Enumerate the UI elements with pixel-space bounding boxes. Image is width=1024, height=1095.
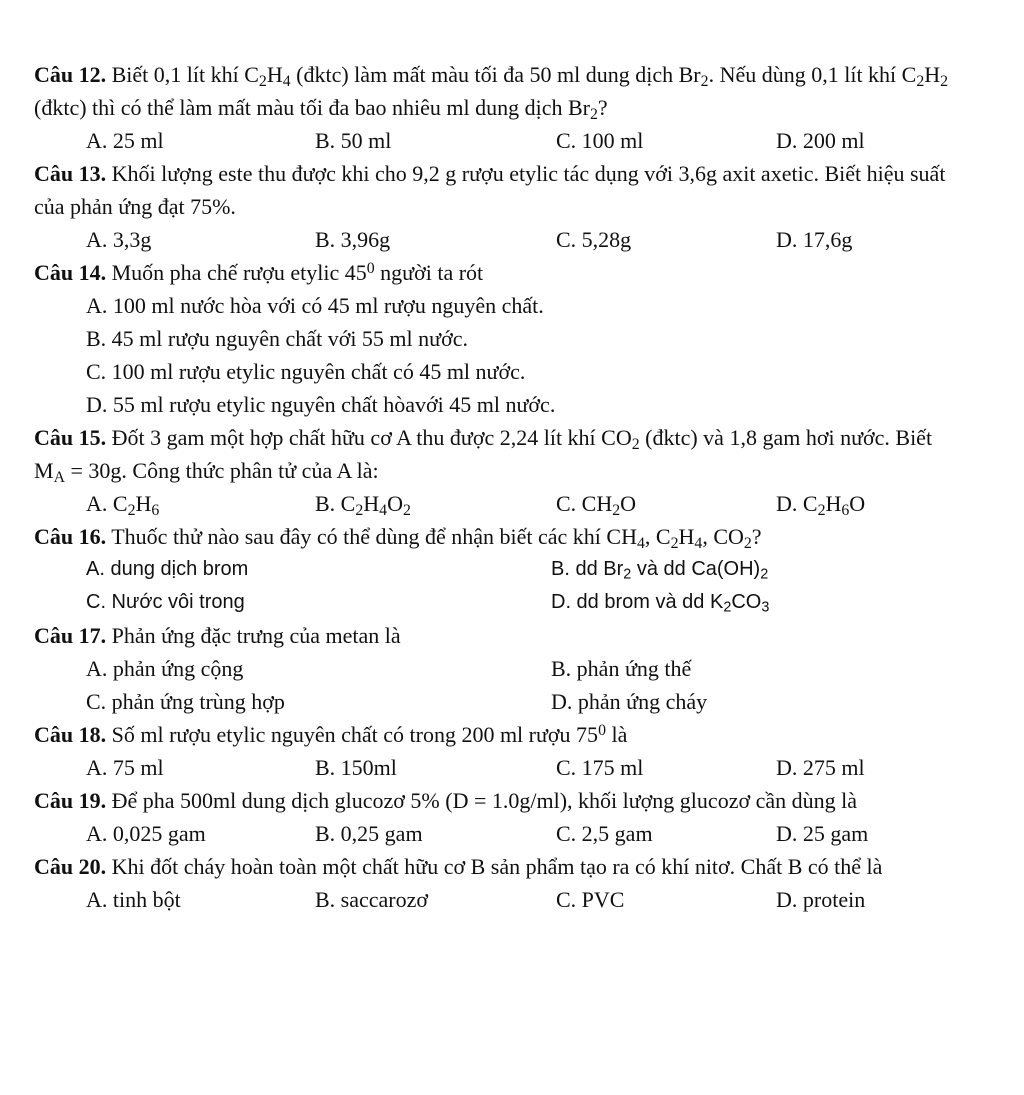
option-a[interactable]: A. 75 ml: [86, 755, 164, 780]
option-b[interactable]: B. 0,25 gam: [315, 821, 423, 846]
question-stem: [34, 157, 964, 223]
option-b[interactable]: B. phản ứng thế: [551, 656, 692, 681]
question-16: [34, 520, 964, 619]
option-c[interactable]: C. 100 ml rượu etylic nguyên chất có 45 ml nước.: [86, 359, 526, 384]
options-row: [34, 751, 964, 784]
question-number: Câu 16.: [34, 524, 107, 549]
option-b[interactable]: B. $C_2H_4O_2$: [315, 491, 411, 519]
option-b[interactable]: B. 50 ml: [315, 128, 392, 153]
question-text: Đốt 3 gam một hợp chất hữu cơ A thu được 2,24 lít khí $CO_2$ (đktc) và 1,8 gam hơi nước. Biết $M_A = 30g$. Công thức phân tử của A là:: [34, 425, 933, 486]
question-13: [34, 157, 964, 256]
question-stem: [34, 619, 964, 652]
options-grid: [34, 553, 964, 619]
question-text: Để pha 500ml dung dịch glucozơ 5% (D = 1.0g/ml), khối lượng glucozơ cần dùng là: [111, 788, 857, 813]
option-d[interactable]: D. 25 gam: [776, 821, 869, 846]
option-c[interactable]: C. 5,28g: [556, 227, 632, 252]
option-c[interactable]: C. 175 ml: [556, 755, 644, 780]
option-d[interactable]: D. phản ứng cháy: [551, 689, 708, 714]
question-15: [34, 421, 964, 520]
options-row: [34, 223, 964, 256]
question-number: Câu 18.: [34, 722, 107, 747]
options-row: [34, 487, 964, 520]
option-a[interactable]: A. $C_2H_6$: [86, 491, 160, 519]
question-20: [34, 850, 964, 916]
question-text: Phản ứng đặc trưng của metan là: [111, 623, 401, 648]
question-18: [34, 718, 964, 784]
question-12: [34, 58, 964, 157]
option-d[interactable]: D. 275 ml: [776, 755, 865, 780]
options-row: [34, 553, 964, 586]
option-d[interactable]: D. 55 ml rượu etylic nguyên chất hòavới 45 ml nước.: [86, 392, 556, 417]
question-number: Câu 13.: [34, 161, 107, 186]
option-a[interactable]: A. 25 ml: [86, 128, 164, 153]
option-a[interactable]: A. 3,3g: [86, 227, 152, 252]
question-number: Câu 15.: [34, 425, 107, 450]
options-row: [34, 124, 964, 157]
option-b[interactable]: B. 3,96g: [315, 227, 391, 252]
question-text: Muốn pha chế rượu etylic $45^0$ người ta rót: [111, 259, 484, 285]
option-d[interactable]: D. dd brom và dd $K_2CO_3$: [551, 591, 770, 616]
question-text: Khi đốt cháy hoàn toàn một chất hữu cơ B sản phẩm tạo ra có khí nitơ. Chất B có thể là: [111, 854, 883, 879]
option-a[interactable]: A. tinh bột: [86, 887, 181, 912]
question-number: Câu 17.: [34, 623, 107, 648]
question-text: Số ml rượu etylic nguyên chất có trong 200 ml rượu $75^0$ là: [111, 721, 628, 747]
question-14: [34, 256, 964, 421]
question-19: [34, 784, 964, 850]
question-stem: [34, 850, 964, 883]
option-c[interactable]: C. 100 ml: [556, 128, 644, 153]
options-row: [34, 817, 964, 850]
question-list: [34, 58, 964, 916]
question-stem: [34, 58, 964, 124]
option-c[interactable]: C. PVC: [556, 887, 625, 912]
option-b[interactable]: B. dd $Br_2$ và dd $Ca(OH)_2$: [551, 558, 769, 583]
question-number: Câu 12.: [34, 62, 107, 87]
option-c[interactable]: C. $CH_2O$: [556, 491, 637, 519]
options-row: [34, 883, 964, 916]
option-b[interactable]: B. saccarozơ: [315, 887, 429, 912]
option-a[interactable]: A. 0,025 gam: [86, 821, 206, 846]
question-stem: [34, 520, 964, 553]
options-row: [34, 652, 964, 685]
option-c[interactable]: C. 2,5 gam: [556, 821, 653, 846]
question-number: Câu 20.: [34, 854, 107, 879]
option-d[interactable]: D. 17,6g: [776, 227, 853, 252]
option-c[interactable]: C. phản ứng trùng hợp: [86, 689, 285, 714]
question-number: Câu 19.: [34, 788, 107, 813]
question-stem: [34, 256, 964, 289]
options-row: [34, 586, 964, 619]
option-a[interactable]: A. dung dịch brom: [86, 558, 249, 580]
question-number: Câu 14.: [34, 260, 107, 285]
question-17: [34, 619, 964, 718]
option-a[interactable]: A. phản ứng cộng: [86, 656, 244, 681]
question-text: Thuốc thử nào sau đây có thể dùng để nhận biết các khí $CH_4$, $C_2H_4$, $CO_2$?: [111, 524, 762, 552]
options-row: [34, 685, 964, 718]
option-b[interactable]: B. 150ml: [315, 755, 397, 780]
option-d[interactable]: D. protein: [776, 887, 866, 912]
option-c[interactable]: C. Nước vôi trong: [86, 591, 245, 613]
question-text: Biết 0,1 lít khí $C_2H_4$ (đktc) làm mất màu tối đa 50 ml dung dịch $Br_2$. Nếu dùng 0,1 lít khí $C_2H_2$ (đktc) thì có thể làm mất màu tối đa bao nhiêu ml dung dịch $Br_2$?: [34, 62, 949, 123]
option-d[interactable]: D. $C_2H_6O$: [776, 491, 866, 519]
question-text: Khối lượng este thu được khi cho 9,2 g rượu etylic tác dụng với 3,6g axit axetic. Biết hiệu suất của phản ứng đạt 75%.: [34, 161, 946, 219]
option-a[interactable]: A. 100 ml nước hòa với có 45 ml rượu nguyên chất.: [86, 293, 544, 318]
option-d[interactable]: D. 200 ml: [776, 128, 865, 153]
question-stem: [34, 718, 964, 751]
question-stem: [34, 421, 964, 487]
options-list: [34, 289, 964, 421]
question-stem: [34, 784, 964, 817]
option-b[interactable]: B. 45 ml rượu nguyên chất với 55 ml nước.: [86, 326, 468, 351]
